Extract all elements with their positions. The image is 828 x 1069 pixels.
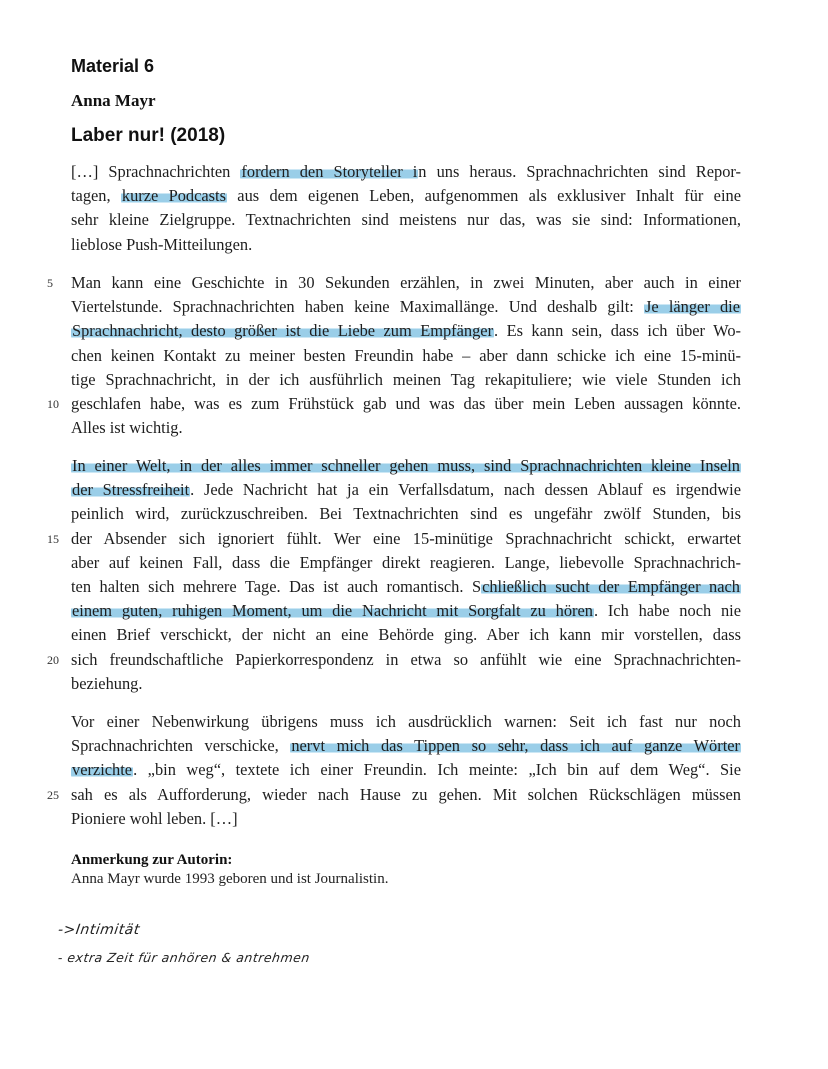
paragraph-1 — [71, 160, 741, 257]
text-span: n uns heraus. Sprachnachrichten sind Repor- — [418, 162, 741, 181]
author-note-text: Anna Mayr wurde 1993 geboren und ist Journalistin. — [71, 871, 389, 887]
text-line — [71, 807, 741, 831]
text-span: Vor einer Nebenwirkung übrigens muss ich ausdrücklich warnen: Seit ich fast nur noch — [71, 712, 741, 731]
author-name: Anna Mayr — [71, 91, 156, 110]
text-span: . Ich habe noch nie — [593, 601, 741, 621]
text-span: . „bin weg“, textete ich einer Freundin. Ich meinte: „Ich bin auf dem Weg“. Sie — [133, 760, 741, 780]
text-span: Viertelstunde. Sprachnachrichten haben keine Maximallänge. Und deshalb gilt: — [71, 297, 644, 317]
highlighted-text: einem guten, ruhigen Moment, um die Nachricht mit Sorgfalt zu hören — [72, 601, 593, 621]
highlighted-text: kurze Podcasts — [121, 186, 226, 206]
line-number: 20 — [47, 652, 59, 667]
handwritten-note-1: ->Intimität — [56, 922, 141, 938]
text-line — [71, 672, 741, 696]
paragraph-4 — [71, 710, 741, 831]
text-span: sehr kleine Zielgruppe. Textnachrichten sind meistens nur das, was sie sind: Informationen, — [71, 210, 741, 230]
text-span: sah es als Aufforderung, wieder nach Hause zu gehen. Mit solchen Rückschlägen müssen — [71, 784, 741, 804]
text-line — [71, 184, 741, 208]
text-span: ten halten sich mehrere Tage. Das ist auch romantisch. S — [71, 576, 482, 596]
text-line — [71, 623, 741, 647]
text-line — [71, 783, 741, 807]
text-line — [71, 710, 741, 734]
text-line — [71, 416, 741, 440]
text-span: Pioniere wohl leben. […] — [71, 808, 238, 828]
text-line — [71, 527, 741, 551]
text-span: Sprachnachrichten verschicke, — [71, 736, 291, 756]
material-label: Material 6 — [71, 56, 155, 76]
text-span: sich freundschaftliche Papierkorrespondenz in etwa so anfühlt wie eine Sprachnachrichten- — [71, 649, 741, 669]
text-span: peinlich wird, zurückzuschreiben. Bei Textnachrichten sind es ungefähr zwölf Stunden, bis — [71, 504, 741, 524]
text-line — [71, 502, 741, 526]
text-span: Man kann eine Geschichte in 30 Sekunden erzählen, in zwei Minuten, aber auch in einer — [71, 273, 741, 292]
text-line — [71, 208, 741, 232]
text-span: […] Sprachnachrichten — [71, 162, 241, 181]
text-span: der Absender sich ignoriert fühlt. Wer eine 15-minütige Sprachnachricht schickt, erwartet — [71, 528, 741, 548]
text-span: tagen, — [71, 186, 121, 206]
text-span: geschlafen habe, was es zum Frühstück gab und was das über mein Leben aussagen könnte. — [71, 393, 741, 413]
text-span: tige Sprachnachricht, in der ich ausführlich meinen Tag rekapituliere; wie viele Stunden ich — [71, 369, 741, 389]
text-line — [71, 758, 741, 782]
text-span: . Es kann sein, dass ich über Wo- — [494, 321, 741, 341]
text-line — [71, 575, 741, 599]
text-line — [71, 160, 741, 184]
line-number: 25 — [47, 787, 59, 802]
highlighted-text: Je länger die — [645, 297, 741, 317]
text-line — [71, 233, 741, 257]
text-line — [71, 319, 741, 343]
paragraph-2 — [71, 271, 741, 440]
highlighted-text: nervt mich das Tippen so sehr, dass ich auf ganze Wörter — [291, 736, 740, 756]
text-line — [71, 344, 741, 368]
line-number: 10 — [47, 397, 59, 411]
text-span: aber auf keinen Fall, dass die Empfänger direkt reagieren. Lange, liebevolle Sprachnachrich- — [71, 552, 741, 572]
line-number: 15 — [47, 531, 59, 546]
text-line — [71, 368, 741, 392]
text-line — [71, 454, 741, 478]
text-span: beziehung. — [71, 673, 143, 693]
text-line — [71, 295, 741, 319]
highlighted-text: der Stressfreiheit — [72, 480, 190, 500]
text-line — [71, 551, 741, 575]
highlighted-text: In einer Welt, in der alles immer schneller gehen muss, sind Sprachnachrichten kleine Inseln — [72, 456, 740, 475]
handwritten-note-2: - extra Zeit für anhören & antrehmen — [56, 950, 311, 965]
author-note-heading: Anmerkung zur Autorin: — [71, 852, 233, 868]
paragraph-3 — [71, 454, 741, 696]
text-span: lieblose Push-Mitteilungen. — [71, 234, 253, 254]
line-number: 5 — [47, 276, 53, 290]
text-span: aus dem eigenen Leben, aufgenommen als exklusiver Inhalt für eine — [226, 186, 741, 206]
text-line — [71, 271, 741, 295]
text-line — [71, 478, 741, 502]
text-span: chen keinen Kontakt zu meiner besten Freundin habe – aber dann schicke ich eine 15-minü- — [71, 345, 741, 365]
highlighted-text: fordern den Storyteller i — [241, 162, 418, 181]
text-line — [71, 392, 741, 416]
text-line — [71, 734, 741, 758]
text-line — [71, 599, 741, 623]
highlighted-text: chließlich sucht der Empfänger nach — [482, 576, 740, 596]
text-span: einen Brief verschickt, der nicht an eine Behörde ging. Aber ich kann mir vorstellen, dass — [71, 625, 741, 645]
highlighted-text: Sprachnachricht, desto größer ist die Liebe zum Empfänger — [72, 321, 494, 341]
highlighted-text: verzichte — [72, 760, 133, 780]
page-title: Laber nur! (2018) — [71, 125, 226, 146]
text-line — [71, 648, 741, 672]
text-span: . Jede Nachricht hat ja ein Verfallsdatum, nach dessen Ablauf es irgendwie — [190, 480, 741, 500]
text-span: Alles ist wichtig. — [71, 418, 183, 438]
